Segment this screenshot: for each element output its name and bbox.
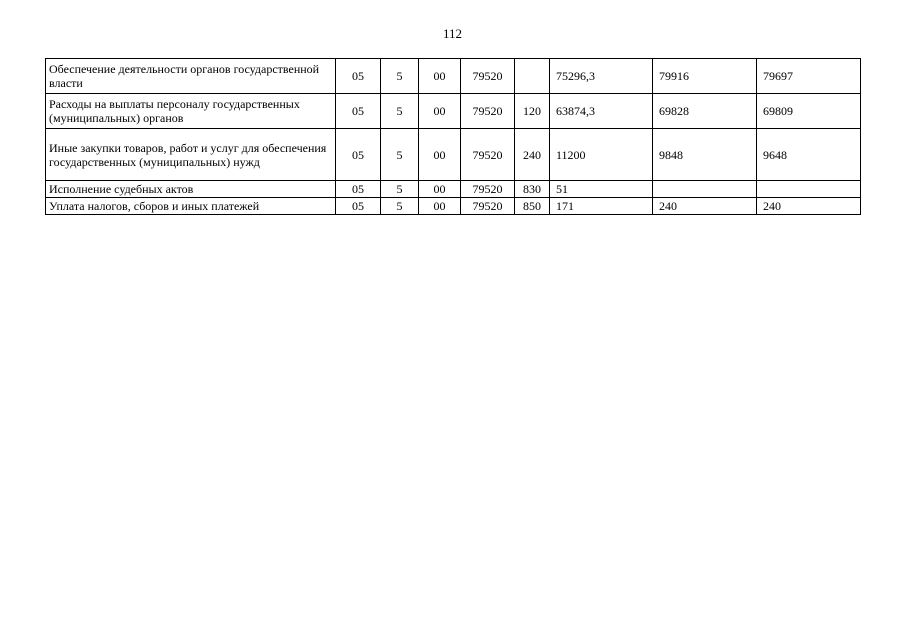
table-row — [46, 129, 861, 181]
cell-expense-type — [515, 59, 550, 94]
cell-expense-type: 850 — [515, 198, 550, 215]
cell-code: 00 — [419, 198, 461, 215]
cell-expense-type: 240 — [515, 129, 550, 181]
cell-target: 79520 — [461, 129, 515, 181]
cell-value-2: 79916 — [653, 59, 757, 94]
cell-section: 05 — [336, 181, 381, 198]
cell-value-3: 9648 — [757, 129, 861, 181]
cell-code: 00 — [419, 94, 461, 129]
cell-value-3: 69809 — [757, 94, 861, 129]
table-row — [46, 181, 861, 198]
cell-value-1: 11200 — [550, 129, 653, 181]
cell-target: 79520 — [461, 181, 515, 198]
table-row — [46, 94, 861, 129]
cell-target: 79520 — [461, 198, 515, 215]
cell-value-2 — [653, 181, 757, 198]
cell-target: 79520 — [461, 59, 515, 94]
table-row — [46, 198, 861, 215]
cell-value-3 — [757, 181, 861, 198]
cell-subprogram: 5 — [381, 198, 419, 215]
cell-value-1: 51 — [550, 181, 653, 198]
cell-value-2: 240 — [653, 198, 757, 215]
cell-subprogram: 5 — [381, 94, 419, 129]
cell-code: 00 — [419, 129, 461, 181]
cell-value-3: 79697 — [757, 59, 861, 94]
cell-value-3: 240 — [757, 198, 861, 215]
row-name: Обеспечение деятельности органов государственной власти — [46, 59, 336, 94]
cell-subprogram: 5 — [381, 129, 419, 181]
cell-subprogram: 5 — [381, 181, 419, 198]
cell-expense-type: 120 — [515, 94, 550, 129]
cell-target: 79520 — [461, 94, 515, 129]
cell-code: 00 — [419, 59, 461, 94]
table-row — [46, 59, 861, 94]
cell-expense-type: 830 — [515, 181, 550, 198]
cell-code: 00 — [419, 181, 461, 198]
cell-value-1: 171 — [550, 198, 653, 215]
row-name: Уплата налогов, сборов и иных платежей — [46, 198, 336, 215]
cell-value-2: 9848 — [653, 129, 757, 181]
cell-section: 05 — [336, 198, 381, 215]
row-name: Расходы на выплаты персоналу государственных (муниципальных) органов — [46, 94, 336, 129]
cell-value-2: 69828 — [653, 94, 757, 129]
cell-value-1: 75296,3 — [550, 59, 653, 94]
cell-subprogram: 5 — [381, 59, 419, 94]
row-name: Исполнение судебных актов — [46, 181, 336, 198]
cell-section: 05 — [336, 94, 381, 129]
row-name: Иные закупки товаров, работ и услуг для обеспечения государственных (муниципальных) нужд — [46, 129, 336, 181]
cell-section: 05 — [336, 129, 381, 181]
cell-section: 05 — [336, 59, 381, 94]
page-number: 112 — [442, 26, 463, 41]
budget-table — [45, 58, 861, 215]
cell-value-1: 63874,3 — [550, 94, 653, 129]
